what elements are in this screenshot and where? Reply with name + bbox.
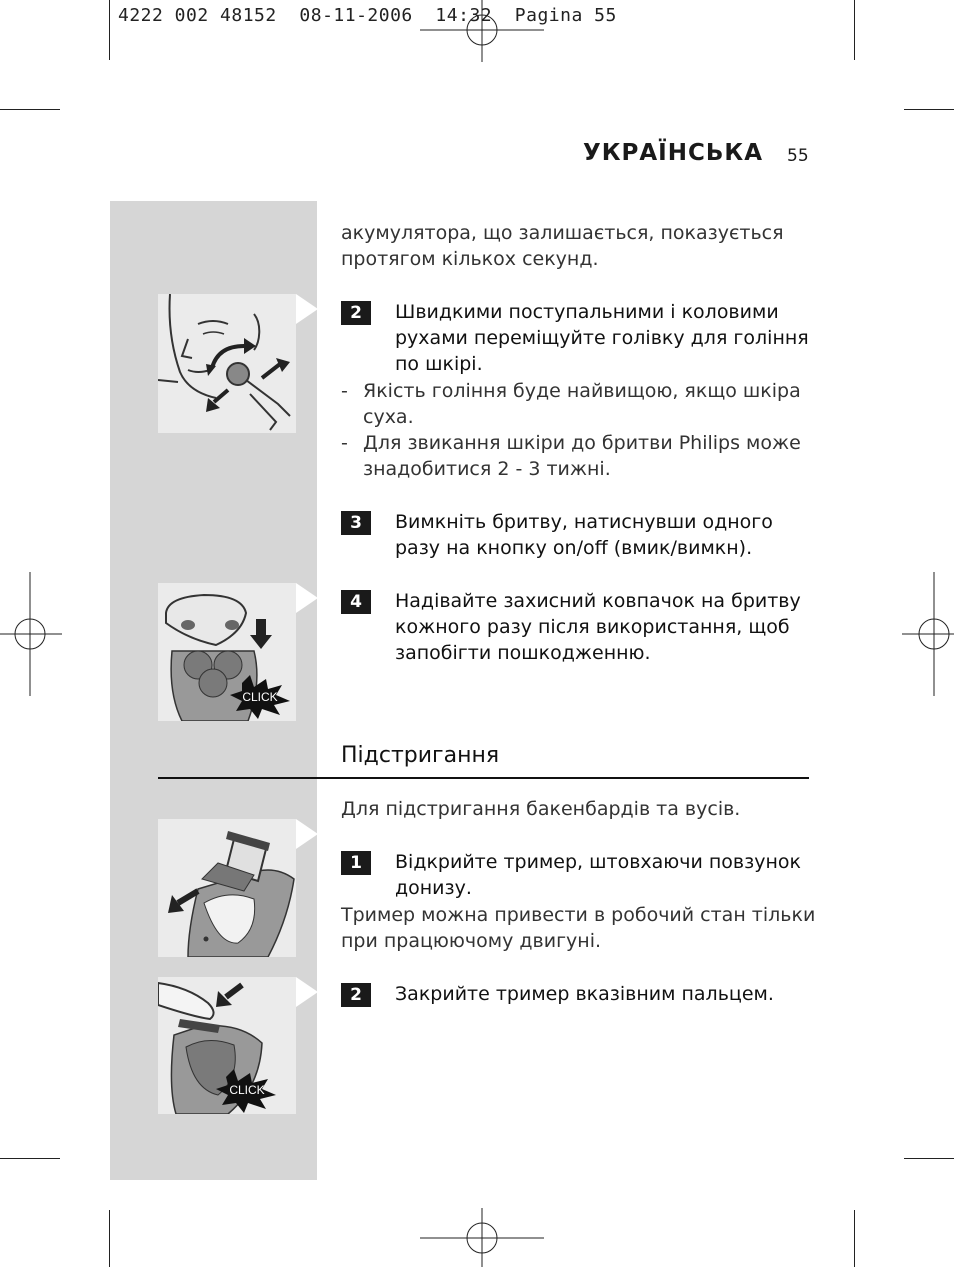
step-text [395, 849, 801, 901]
bullet-text [363, 378, 801, 430]
pointer-notch [296, 294, 318, 324]
crop-mark [109, 1210, 110, 1267]
text-line: знадобитися 2 - 3 тижні. [363, 458, 611, 480]
step-text [395, 588, 801, 666]
section-title: Підстригання [341, 743, 500, 768]
bullet-dash: - [341, 380, 348, 402]
step-number-badge: 3 [341, 511, 371, 535]
click-label: CLICK [242, 690, 278, 704]
text-line: Відкрийте тример, штовхаючи повзунок [395, 851, 802, 873]
text-line: при працюючому двигуні. [341, 930, 602, 952]
text-line: суха. [363, 406, 414, 428]
text-line: рухами переміщуйте голівку для гоління [395, 327, 809, 349]
print-header: 4222 002 48152 08-11-2006 14:32 Pagina 55 [118, 5, 617, 26]
text-line: Для звикання шкіри до бритви Philips може [363, 432, 801, 454]
text-line: протягом кількох секунд. [341, 248, 599, 270]
trimmer-close-illustration [158, 977, 296, 1114]
text-line: Закрийте тример вказівним пальцем. [395, 983, 774, 1005]
trimming-intro: Для підстригання бакенбардів та вусів. [341, 798, 741, 820]
crop-mark [109, 0, 110, 60]
text-line: Якість гоління буде найвищою, якщо шкіра [363, 380, 801, 402]
trimming-note [341, 902, 815, 954]
crop-mark [904, 109, 954, 110]
face-shaving-illustration [158, 294, 296, 433]
crop-mark [854, 0, 855, 60]
crop-mark [0, 109, 60, 110]
trimmer-open-illustration [158, 819, 296, 957]
step-number-badge: 2 [341, 301, 371, 325]
section-rule [158, 777, 809, 779]
text-line: по шкірі. [395, 353, 483, 375]
registration-crosshair-icon [902, 572, 954, 696]
text-line: акумулятора, що залишається, показується [341, 222, 784, 244]
registration-crosshair-icon [0, 572, 62, 696]
crop-mark [0, 1158, 60, 1159]
pointer-notch [296, 583, 318, 613]
bullet-text [363, 430, 801, 482]
text-line: Тример можна привести в робочий стан тільки [341, 904, 816, 926]
text-line: Швидкими поступальними і коловими [395, 301, 779, 323]
crop-mark [854, 1210, 855, 1267]
bullet-dash: - [341, 432, 348, 454]
step-number-badge: 2 [341, 983, 371, 1007]
registration-crosshair-icon [420, 0, 544, 62]
step-number-badge: 1 [341, 851, 371, 875]
step-text [395, 509, 773, 561]
text-line: разу на кнопку on/off (вмик/вимкн). [395, 537, 753, 559]
step-text [395, 299, 809, 377]
text-line: Надівайте захисний ковпачок на бритву [395, 590, 801, 612]
intro-paragraph [341, 220, 784, 272]
text-line: кожного разу після використання, щоб [395, 616, 790, 638]
step-number-badge: 4 [341, 590, 371, 614]
pointer-notch [296, 819, 318, 849]
cap-click-illustration [158, 583, 296, 721]
pointer-notch [296, 977, 318, 1007]
registration-crosshair-icon [420, 1208, 544, 1267]
text-line: донизу. [395, 877, 472, 899]
language-title: УКРАЇНСЬКА [582, 140, 763, 166]
text-line: Вимкніть бритву, натиснувши одного [395, 511, 773, 533]
page-number: 55 [787, 146, 809, 166]
crop-mark [904, 1158, 954, 1159]
step-text [395, 981, 774, 1007]
click-label: CLICK [229, 1083, 265, 1097]
text-line: запобігти пошкодженню. [395, 642, 651, 664]
